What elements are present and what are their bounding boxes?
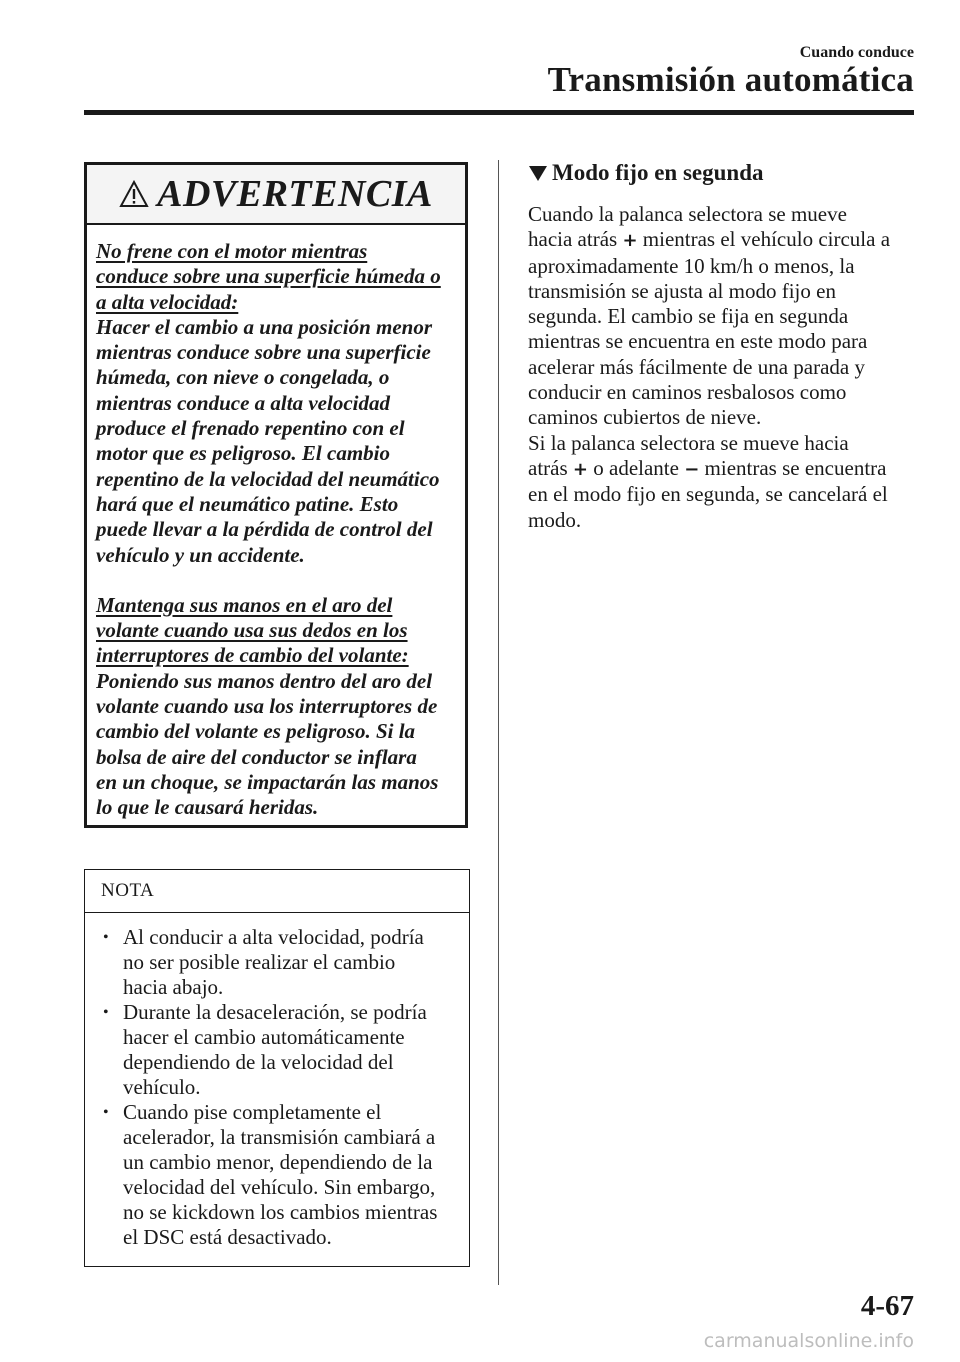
- note-line: hacer el cambio automáticamente: [123, 1025, 405, 1049]
- warning-text-line: repentino de la velocidad del neumático: [96, 466, 440, 491]
- header-rule: [84, 110, 914, 115]
- text: atrás: [528, 455, 573, 480]
- text: hacia atrás: [528, 227, 623, 252]
- plus-symbol: +: [622, 230, 638, 252]
- body-line: [528, 329, 920, 354]
- warning-text-line: hará que el neumático patine. Esto: [96, 491, 399, 516]
- list-item: [101, 925, 463, 1000]
- warning-heading-line: conduce sobre una superficie húmeda o: [96, 264, 441, 289]
- note-line: acelerador, la transmisión cambiará a: [123, 1125, 436, 1149]
- body-line: [528, 380, 920, 405]
- note-line: el DSC está desactivado.: [123, 1225, 332, 1249]
- body-line: [528, 355, 920, 380]
- text: segunda. El cambio se fija en segunda: [528, 304, 849, 329]
- warning-text-line: bolsa de aire del conductor se inflara: [96, 744, 417, 769]
- warning-heading-line: volante cuando usa sus dedos en los: [96, 618, 408, 643]
- body-line: [528, 405, 920, 430]
- body-line: [528, 456, 920, 482]
- body-line: [528, 227, 920, 253]
- text: aproximadamente 10 km/h o menos, la: [528, 253, 855, 278]
- text: mientras se encuentra en este modo para: [528, 329, 868, 354]
- warning-text-line: húmeda, con nieve o congelada, o: [96, 365, 390, 390]
- warning-triangle-icon: [119, 180, 149, 208]
- spacer: [96, 568, 457, 593]
- warning-text-line: Hacer el cambio a una posición menor: [96, 314, 432, 339]
- warning-text-line: Poniendo sus manos dentro del aro del: [96, 668, 433, 693]
- warning-text-line: puede llevar a la pérdida de control del: [96, 517, 433, 542]
- note-line: no ser posible realizar el cambio: [123, 950, 396, 974]
- text: acelerar más fácilmente de una parada y: [528, 354, 865, 379]
- body-line: [528, 482, 920, 507]
- page-number: 4-67: [860, 1290, 914, 1322]
- column-divider: [498, 160, 499, 1285]
- note-title: NOTA: [85, 870, 469, 913]
- text: transmisión se ajusta al modo fijo en: [528, 278, 836, 303]
- warning-heading-line: a alta velocidad:: [96, 289, 239, 314]
- warning-heading-line: Mantenga sus manos en el aro del: [96, 592, 393, 617]
- text: en el modo fijo en segunda, se cancelará el: [528, 482, 888, 507]
- note-line: Al conducir a alta velocidad, podría: [123, 925, 424, 949]
- body-line: [528, 279, 920, 304]
- bullet: •: [103, 1104, 109, 1121]
- text: mientras se encuentra: [699, 455, 887, 480]
- section-body: [528, 202, 920, 533]
- list-item: [101, 1100, 463, 1250]
- warning-box: [84, 162, 468, 828]
- plus-symbol: +: [572, 458, 588, 480]
- note-line: dependiendo de la velocidad del: [123, 1050, 394, 1074]
- body-line: [528, 431, 920, 456]
- text: mientras el vehículo circula a: [637, 227, 891, 252]
- warning-heading-line: interruptores de cambio del volante:: [96, 643, 409, 668]
- note-line: no se kickdown los cambios mientras: [123, 1200, 438, 1224]
- text: Cuando la palanca selectora se mueve: [528, 202, 847, 226]
- warning-header: [87, 165, 465, 225]
- text: Si la palanca selectora se mueve hacia: [528, 430, 849, 455]
- bullet: •: [103, 1004, 109, 1021]
- note-line: Durante la desaceleración, se podría: [123, 1000, 427, 1024]
- body-line: [528, 304, 920, 329]
- warning-heading-line: No frene con el motor mientras: [96, 239, 368, 263]
- minus-symbol: −: [684, 458, 700, 480]
- body-line: [528, 254, 920, 279]
- page-title: Transmisión automática: [547, 60, 914, 99]
- warning-text-line: vehículo y un accidente.: [96, 542, 305, 567]
- text: o adelante: [588, 455, 685, 480]
- body-line: [528, 202, 920, 227]
- watermark: carmanualsonline.info: [703, 1330, 914, 1352]
- bullet: •: [103, 929, 109, 946]
- warning-text-line: cambio del volante es peligroso. Si la: [96, 719, 416, 744]
- note-line: hacia abajo.: [123, 975, 224, 999]
- section-title: Modo fijo en segunda: [552, 160, 764, 185]
- body-line: [528, 508, 920, 533]
- section-heading: [528, 160, 764, 186]
- header-section: Cuando conduce: [799, 44, 914, 61]
- warning-body: [87, 225, 465, 821]
- note-line: Cuando pise completamente el: [123, 1100, 382, 1124]
- warning-text-line: produce el frenado repentino con el: [96, 416, 405, 441]
- triangle-down-icon: [528, 164, 548, 182]
- warning-text-line: volante cuando usa los interruptores de: [96, 694, 438, 719]
- warning-text-line: en un choque, se impactarán las manos: [96, 769, 439, 794]
- text: caminos cubiertos de nieve.: [528, 405, 762, 430]
- note-list: [85, 913, 469, 1250]
- note-line: velocidad del vehículo. Sin embargo,: [123, 1175, 436, 1199]
- note-line: un cambio menor, dependiendo de la: [123, 1150, 433, 1174]
- text: modo.: [528, 507, 582, 532]
- warning-text-line: mientras conduce sobre una superficie: [96, 340, 431, 365]
- warning-text-line: lo que le causará heridas.: [96, 795, 319, 820]
- list-item: [101, 1000, 463, 1100]
- warning-title: ADVERTENCIA: [157, 173, 433, 215]
- warning-text-line: mientras conduce a alta velocidad: [96, 390, 390, 415]
- note-line: vehículo.: [123, 1075, 201, 1099]
- warning-text-line: motor que es peligroso. El cambio: [96, 441, 390, 466]
- note-box: [84, 869, 470, 1267]
- text: conducir en caminos resbalosos como: [528, 380, 847, 405]
